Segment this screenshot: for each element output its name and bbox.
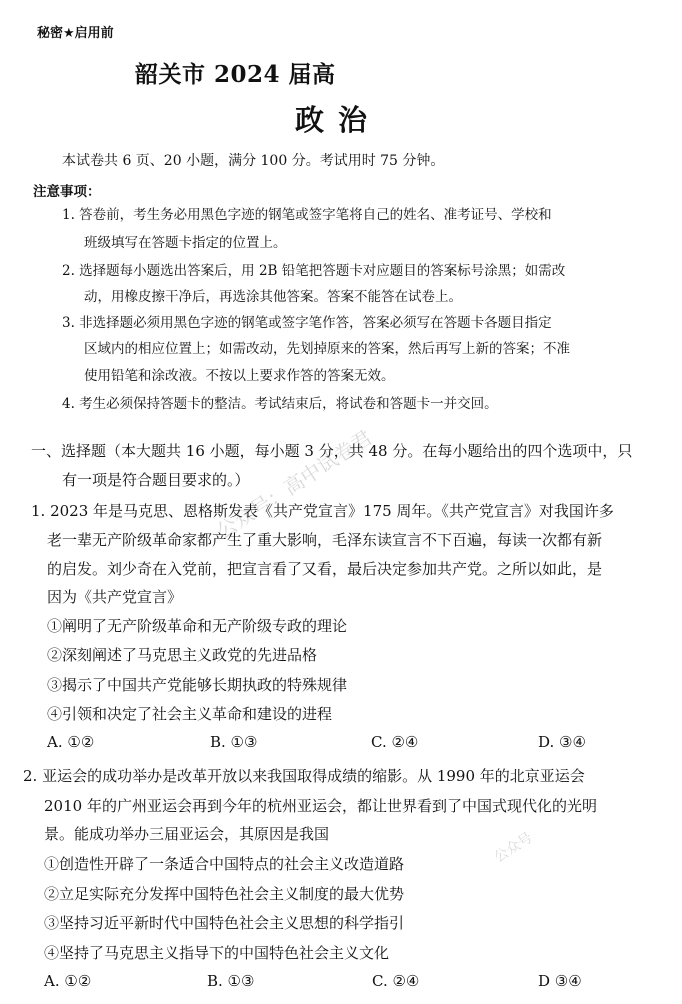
q1-option-b: B. ①③ bbox=[210, 733, 258, 751]
watermark-secondary: 公众号 bbox=[491, 829, 536, 866]
q2-item: ②立足实际充分发挥中国特色社会主义制度的最大优势 bbox=[44, 885, 405, 903]
q1-stem-line: 1. 2023 年是马克思、恩格斯发表《共产党宣言》175 周年。《共产党宣言》对我国许多 bbox=[31, 502, 614, 520]
q2-stem-line: 2. 亚运会的成功举办是改革开放以来我国取得成绩的缩影。从 1990 年的北京亚运会 bbox=[23, 767, 585, 785]
q1-stem-line: 老一辈无产阶级革命家都产生了重大影响，毛泽东读宣言不下百遍，每读一次都有新 bbox=[47, 531, 603, 549]
secret-label: 秘密★启用前 bbox=[37, 26, 114, 41]
notice-line: 区域内的相应位置上；如需改动，先划掉原来的答案，然后再写上新的答案；不准 bbox=[84, 341, 570, 357]
q1-stem-line: 的启发。刘少奇在入党前，把宣言看了又看，最后决定参加共产党。之所以如此，是 bbox=[47, 560, 603, 578]
q1-item: ①阐明了无产阶级革命和无产阶级专政的理论 bbox=[47, 617, 348, 635]
q1-stem-line: 因为《共产党宣言》 bbox=[47, 588, 183, 606]
q2-stem-line: 2010 年的广州亚运会再到今年的杭州亚运会，都让世界看到了中国式现代化的光明 bbox=[44, 797, 597, 815]
section-heading: 一、选择题（本大题共 16 小题，每小题 3 分，共 48 分。在每小题给出的四个选项中，只 bbox=[31, 442, 633, 460]
notice-line: 3. 非选择题必须用黑色字迹的钢笔或签字笔作答，答案必须写在答题卡各题目指定 bbox=[62, 315, 552, 331]
notice-line: 4. 考生必须保持答题卡的整洁。考试结束后，将试卷和答题卡一并交回。 bbox=[62, 396, 498, 412]
exam-title: 韶关市 2024 届高 bbox=[135, 61, 336, 88]
q2-option-c: C. ②④ bbox=[372, 972, 420, 990]
watermark: 公众号：高中试卷君 bbox=[212, 425, 377, 544]
notice-line: 动，用橡皮擦干净后，再选涂其他答案。答案不能答在试卷上。 bbox=[84, 289, 462, 305]
q2-option-d: D ③④ bbox=[538, 972, 582, 990]
notice-line: 使用铅笔和涂改液。不按以上要求作答的答案无效。 bbox=[84, 368, 395, 384]
notice-line: 班级填写在答题卡指定的位置上。 bbox=[84, 235, 287, 251]
exam-info: 本试卷共 6 页、20 小题，满分 100 分。考试用时 75 分钟。 bbox=[62, 153, 445, 169]
q2-stem-line: 景。能成功举办三届亚运会，其原因是我国 bbox=[44, 825, 330, 843]
q1-option-a: A. ①② bbox=[47, 733, 95, 751]
q1-option-d: D. ③④ bbox=[538, 733, 586, 751]
q1-item: ③揭示了中国共产党能够长期执政的特殊规律 bbox=[47, 676, 348, 694]
q2-item: ④坚持了马克思主义指导下的中国特色社会主义文化 bbox=[44, 944, 390, 962]
q2-option-a: A. ①② bbox=[44, 972, 92, 990]
notice-heading: 注意事项： bbox=[33, 184, 101, 200]
section-heading-cont: 有一项是符合题目要求的。） bbox=[62, 471, 250, 489]
q1-option-c: C. ②④ bbox=[371, 733, 419, 751]
q2-item: ①创造性开辟了一条适合中国特点的社会主义改造道路 bbox=[44, 855, 405, 873]
notice-line: 2. 选择题每小题选出答案后，用 2B 铅笔把答题卡对应题目的答案标号涂黑；如需改 bbox=[62, 263, 566, 279]
notice-line: 1. 答卷前，考生务必用黑色字迹的钢笔或签字笔将自己的姓名、准考证号、学校和 bbox=[62, 207, 552, 223]
q2-option-b: B. ①③ bbox=[207, 972, 255, 990]
q1-item: ②深刻阐述了马克思主义政党的先进品格 bbox=[47, 646, 318, 664]
q2-item: ③坚持习近平新时代中国特色社会主义思想的科学指引 bbox=[44, 914, 405, 932]
q1-item: ④引领和决定了社会主义革命和建设的进程 bbox=[47, 705, 333, 723]
subject-title: 政治 bbox=[295, 103, 382, 137]
